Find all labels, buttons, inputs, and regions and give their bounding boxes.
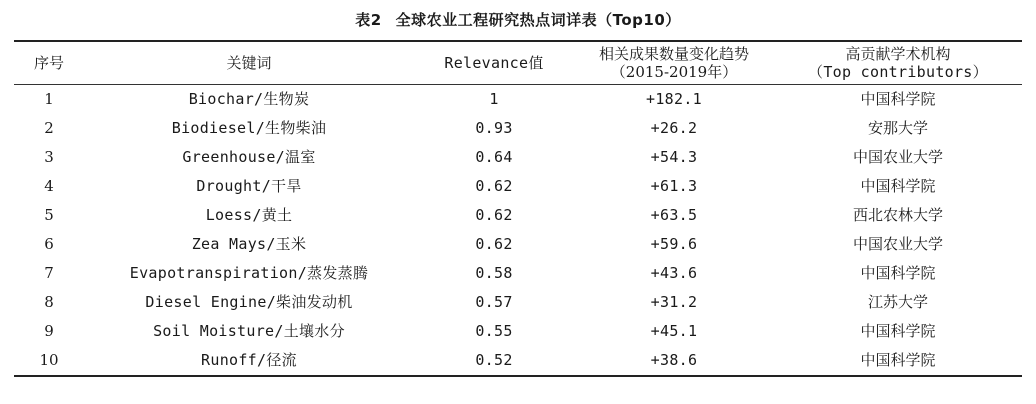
cell-index: 10 xyxy=(14,346,84,376)
cell-institution: 中国科学院 xyxy=(860,264,936,282)
header-trend-line2: （2015-2019年） xyxy=(610,63,738,81)
cell-trend: +31.2 xyxy=(650,293,698,311)
cell-relevance: 0.62 xyxy=(475,206,513,224)
header-trend xyxy=(574,41,774,85)
table-caption xyxy=(0,10,1036,30)
cell-institution: 中国科学院 xyxy=(860,322,936,340)
cell-index: 9 xyxy=(44,322,54,340)
header-institution-line1: 高贡献学术机构 xyxy=(845,45,951,63)
cell-relevance: 0.64 xyxy=(475,148,513,166)
cell-relevance: 0.57 xyxy=(475,293,513,311)
cell-index: 6 xyxy=(44,235,54,253)
header-institution xyxy=(774,41,1022,85)
header-keyword: 关键词 xyxy=(84,41,414,85)
table-row xyxy=(14,143,1022,172)
cell-keyword: Diesel Engine/柴油发动机 xyxy=(145,293,353,311)
cell-index: 3 xyxy=(44,148,54,166)
cell-keyword: Loess/黄土 xyxy=(205,206,293,224)
table-header-row xyxy=(14,41,1022,85)
table-row xyxy=(14,172,1022,201)
cell-keyword: Evapotranspiration/蒸发蒸腾 xyxy=(129,264,369,282)
table-row xyxy=(14,346,1022,376)
table-header xyxy=(14,41,1022,85)
cell-index: 5 xyxy=(44,206,54,224)
cell-keyword: Runoff/径流 xyxy=(84,346,414,376)
cell-trend: +63.5 xyxy=(650,206,698,224)
cell-relevance: 0.62 xyxy=(475,235,513,253)
table-row xyxy=(14,85,1022,115)
cell-institution: 中国科学院 xyxy=(860,90,936,108)
cell-index: 1 xyxy=(44,90,54,108)
cell-keyword: Biodiesel/生物柴油 xyxy=(171,119,327,137)
table-body xyxy=(14,85,1022,377)
cell-relevance: 0.62 xyxy=(475,177,513,195)
cell-keyword: Drought/干旱 xyxy=(196,177,302,195)
header-index: 序号 xyxy=(14,41,84,85)
cell-trend: +45.1 xyxy=(650,322,698,340)
cell-trend: +61.3 xyxy=(650,177,698,195)
cell-keyword: Greenhouse/温室 xyxy=(182,148,316,166)
cell-institution: 中国农业大学 xyxy=(852,148,943,166)
cell-keyword: Soil Moisture/土壤水分 xyxy=(153,322,345,340)
cell-relevance: 1 xyxy=(489,90,499,108)
header-trend-line1: 相关成果数量变化趋势 xyxy=(598,45,749,63)
cell-relevance: 0.93 xyxy=(475,119,513,137)
table-row xyxy=(14,201,1022,230)
table-row xyxy=(14,317,1022,346)
table-caption-title: 全球农业工程研究热点词详表（Top10） xyxy=(395,11,681,29)
cell-trend: +54.3 xyxy=(650,148,698,166)
cell-institution: 江苏大学 xyxy=(867,293,928,311)
cell-institution: 中国科学院 xyxy=(860,177,936,195)
table-row xyxy=(14,288,1022,317)
table-row xyxy=(14,114,1022,143)
cell-index: 7 xyxy=(44,264,54,282)
table-row xyxy=(14,230,1022,259)
cell-keyword: Zea Mays/玉米 xyxy=(191,235,307,253)
cell-index: 2 xyxy=(44,119,54,137)
cell-institution: 中国农业大学 xyxy=(852,235,943,253)
cell-institution: 中国科学院 xyxy=(774,346,1022,376)
table-row xyxy=(14,259,1022,288)
header-relevance: Relevance值 xyxy=(414,41,574,85)
cell-trend: +26.2 xyxy=(650,119,698,137)
hotspot-keywords-table xyxy=(14,40,1022,377)
cell-institution: 西北农林大学 xyxy=(852,206,943,224)
cell-relevance: 0.55 xyxy=(475,322,513,340)
table-caption-number: 表2 xyxy=(355,11,382,29)
cell-relevance: 0.58 xyxy=(475,264,513,282)
cell-trend: +38.6 xyxy=(574,346,774,376)
cell-keyword: Biochar/生物炭 xyxy=(188,90,310,108)
cell-relevance: 0.52 xyxy=(414,346,574,376)
cell-trend: +43.6 xyxy=(650,264,698,282)
header-institution-line2: （Top contributors） xyxy=(808,63,988,81)
cell-index: 4 xyxy=(44,177,54,195)
cell-institution: 安那大学 xyxy=(867,119,928,137)
cell-trend: +59.6 xyxy=(650,235,698,253)
cell-trend: +182.1 xyxy=(646,90,702,108)
cell-index: 8 xyxy=(44,293,54,311)
